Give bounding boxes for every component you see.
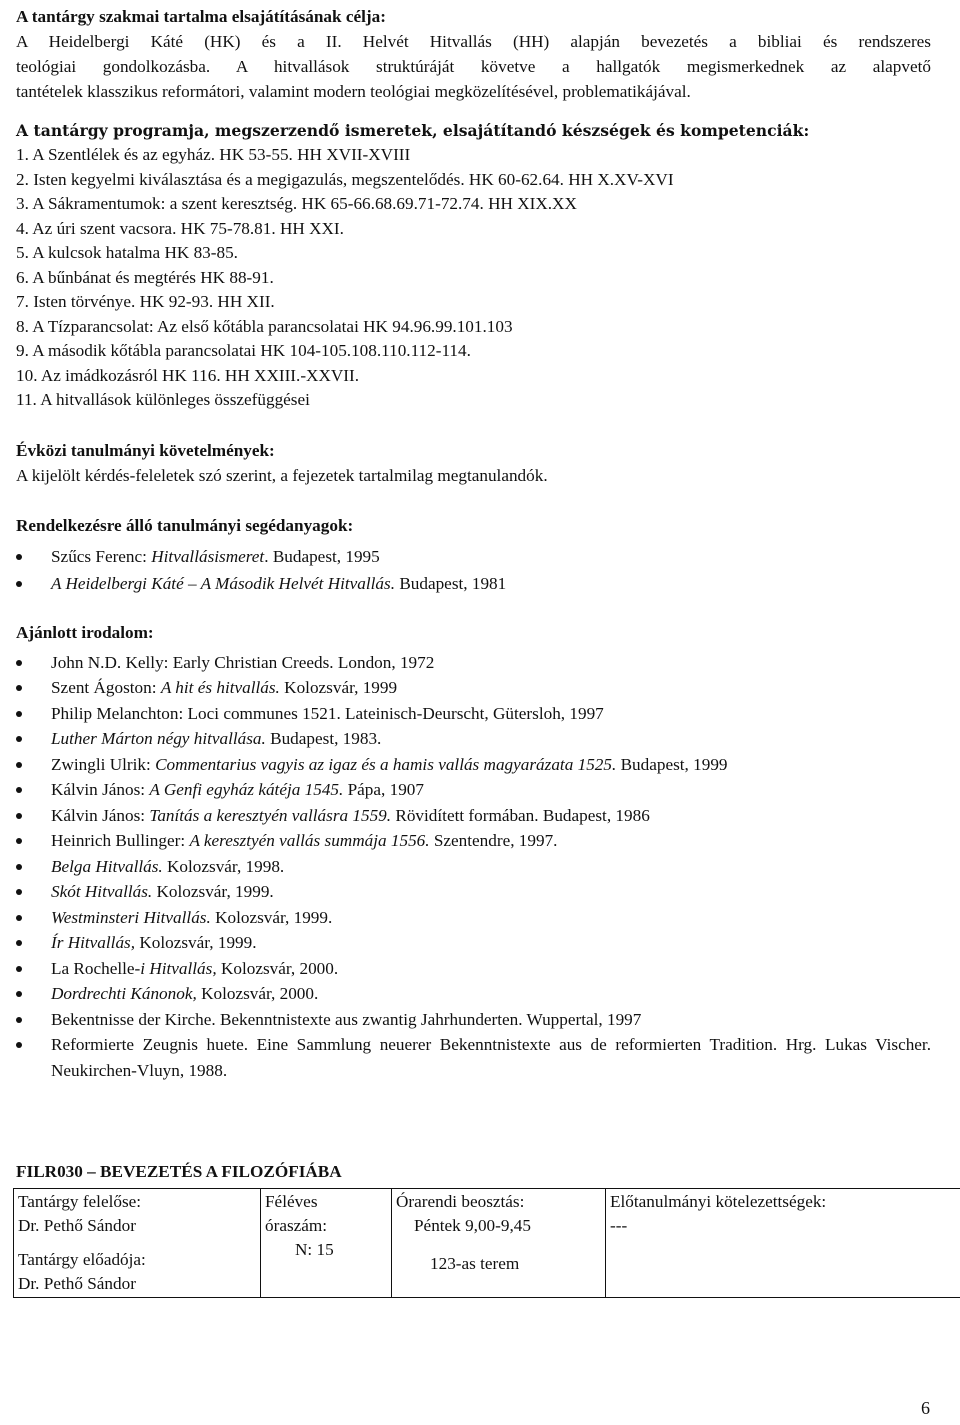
item-text: Kolozsvár, 2000.	[196, 984, 319, 1003]
item-text: Pápa, 1907	[343, 780, 424, 799]
item-text: Bekentnisse der Kirche. Bekenntnistexte aus zwantig Jahrhunderten. Wuppertal, 1997	[51, 1009, 642, 1029]
course-info-table	[13, 1188, 960, 1298]
list-item	[16, 803, 931, 829]
aim-line-2: teológiai gondolkozásba. A hitvallások struktúráját követve a hallgatók megismerkednek az alapvető	[16, 57, 931, 76]
bullet-icon	[16, 787, 22, 793]
list-item	[16, 544, 931, 570]
item-text: Budapest, 1999	[616, 754, 728, 774]
hours-label: óraszám:	[265, 1216, 328, 1235]
program-item: 2. Isten kegyelmi kiválasztása és a megigazulás, megszentelődés. HK 60-62.64. HH X.XV-XVI	[16, 169, 674, 189]
list-item	[16, 1007, 931, 1033]
aim-line-1: A Heidelbergi Káté (HK) és a II. Helvét Hitvallás (HH) alapján bevezetés a bibliai és rendszeres	[16, 32, 931, 51]
program-list	[16, 143, 931, 413]
item-text: Budapest, 1981	[395, 574, 507, 593]
bullet-icon	[16, 711, 22, 717]
page-number: 6	[921, 1398, 930, 1418]
item-text: Heinrich Bullinger:	[51, 831, 190, 850]
item-title: Commentarius vagyis az igaz és a hamis vallás magyarázata 1525.	[155, 754, 617, 774]
bullet-icon	[16, 991, 22, 997]
course-title: FILR030 – BEVEZETÉS A FILOZÓFIÁBA	[16, 1162, 342, 1181]
program-item: 11. A hitvallások különleges összefüggései	[16, 390, 310, 409]
document-page	[16, 4, 931, 1298]
schedule-time: Péntek 9,00-9,45	[414, 1216, 531, 1235]
item-title: Skót Hitvallás.	[51, 882, 153, 901]
bullet-icon	[16, 915, 22, 921]
item-text: Szent Ágoston:	[51, 678, 161, 697]
bullet-icon	[16, 1042, 22, 1048]
program-item: 6. A bűnbánat és megtérés HK 88-91.	[16, 267, 274, 287]
list-item	[16, 1032, 931, 1083]
list-item	[16, 854, 931, 880]
bullet-icon	[16, 813, 22, 819]
literature-heading: Ajánlott irodalom:	[16, 622, 154, 642]
item-title: Dordrechti Kánonok,	[51, 984, 197, 1003]
lecturer-label: Tantárgy előadója:	[18, 1250, 146, 1269]
bullet-icon	[16, 838, 22, 844]
item-text: John N.D. Kelly: Early Christian Creeds. London, 1972	[51, 652, 435, 672]
item-text: Kolozsvár, 1999.	[152, 882, 274, 901]
program-heading: A tantárgy programja, megszerzendő ismeretek, elsajátítandó készségek és kompetenciák:	[16, 121, 810, 140]
item-text: Kolozsvár, 1998.	[162, 856, 285, 876]
item-title: Westminsteri Hitvallás.	[51, 907, 211, 927]
item-text: Kálvin János:	[51, 805, 150, 825]
hours-value: N: 15	[295, 1240, 334, 1259]
schedule-room: 123-as terem	[430, 1254, 520, 1273]
program-item: 9. A második kőtábla parancsolatai HK 104-105.108.110.112-114.	[16, 341, 471, 360]
list-item	[16, 675, 931, 701]
requirements-heading: Évközi tanulmányi követelmények:	[16, 440, 275, 460]
materials-heading: Rendelkezésre álló tanulmányi segédanyagok:	[16, 515, 354, 535]
prerequisites-cell	[606, 1189, 960, 1298]
bullet-icon	[16, 736, 22, 742]
materials-list	[16, 544, 931, 597]
list-item	[16, 828, 931, 854]
responsible-label: Tantárgy felelőse:	[18, 1192, 142, 1211]
list-item	[16, 701, 931, 727]
program-item: 4. Az úri szent vacsora. HK 75-78.81. HH XXI.	[16, 218, 344, 238]
item-text: Kolozsvár, 1999.	[135, 933, 257, 952]
item-text: Rövidített formában. Budapest, 1986	[391, 805, 650, 825]
program-item: 5. A kulcsok hatalma HK 83-85.	[16, 243, 238, 262]
item-text: Kolozsvár, 1999.	[210, 907, 333, 927]
list-item	[16, 571, 931, 597]
hours-cell	[261, 1189, 392, 1298]
bullet-icon	[16, 940, 22, 946]
program-item: 7. Isten törvénye. HK 92-93. HH XII.	[16, 292, 275, 311]
list-item	[16, 879, 931, 905]
aim-heading: A tantárgy szakmai tartalma elsajátításának célja:	[16, 7, 386, 26]
list-item	[16, 777, 931, 803]
requirements-text: A kijelölt kérdés-feleletek szó szerint, a fejezetek tartalmilag megtanulandók.	[16, 465, 548, 485]
prerequisites-value: ---	[610, 1216, 628, 1235]
item-title: i Hitvallás,	[140, 958, 217, 978]
item-text: Reformierte Zeugnis huete. Eine Sammlung neuerer Bekenntnistexte aus de reformierten Tradition. Hrg. Lukas Vischer. Neukirchen-Vluyn, 1988.	[51, 1035, 931, 1080]
item-title: Luther Márton négy hitvallása.	[51, 729, 266, 748]
bullet-icon	[16, 966, 22, 972]
program-item: 8. A Tízparancsolat: Az első kőtábla parancsolatai HK 94.96.99.101.103	[16, 316, 513, 336]
responsible-name: Dr. Pethő Sándor	[18, 1216, 136, 1235]
list-item	[16, 981, 931, 1007]
item-text: La Rochelle-	[51, 958, 141, 978]
bullet-icon	[16, 864, 22, 870]
schedule-label: Órarendi beosztás:	[396, 1192, 525, 1211]
item-text: Szentendre, 1997.	[429, 831, 558, 850]
item-text: Kálvin János:	[51, 780, 150, 799]
item-title: Hitvallásismeret	[151, 546, 265, 566]
list-item	[16, 930, 931, 956]
item-text: Philip Melanchton: Loci communes 1521. Lateinisch-Deurscht, Gütersloh, 1997	[51, 703, 604, 723]
bullet-icon	[16, 685, 22, 691]
item-title: Belga Hitvallás.	[51, 856, 163, 876]
list-item	[16, 905, 931, 931]
prerequisites-label: Előtanulmányi kötelezettségek:	[610, 1192, 827, 1211]
item-title: Ír Hitvallás,	[51, 933, 136, 952]
item-text: Budapest, 1983.	[265, 729, 382, 748]
item-text: Kolozsvár, 2000.	[216, 958, 339, 978]
aim-line-3: tantételek klasszikus reformátori, valamint modern teológiai megközelítésével, problematikájával.	[16, 82, 691, 101]
program-item: 1. A Szentlélek és az egyház. HK 53-55. HH XVII-XVIII	[16, 145, 411, 164]
hours-label: Féléves	[265, 1192, 318, 1211]
item-text: Szűcs Ferenc:	[51, 546, 152, 566]
item-title: A Heidelbergi Káté – A Második Helvét Hitvallás.	[51, 574, 396, 593]
item-title: A Genfi egyház kátéja 1545.	[149, 780, 344, 799]
bullet-icon	[16, 660, 22, 666]
program-item: 3. A Sákramentumok: a szent keresztség. HK 65-66.68.69.71-72.74. HH XIX.XX	[16, 194, 577, 213]
responsibility-cell	[14, 1189, 261, 1298]
bullet-icon	[16, 581, 22, 587]
program-item: 10. Az imádkozásról HK 116. HH XXIII.-XXVII.	[16, 365, 360, 385]
item-text: . Budapest, 1995	[264, 546, 380, 566]
schedule-cell	[392, 1189, 606, 1298]
list-item	[16, 650, 931, 676]
lecturer-name: Dr. Pethő Sándor	[18, 1274, 136, 1293]
list-item	[16, 956, 931, 982]
item-text: Kolozsvár, 1999	[279, 678, 398, 697]
bullet-icon	[16, 889, 22, 895]
item-title: Tanítás a keresztyén vallásra 1559.	[149, 805, 392, 825]
literature-list	[16, 650, 931, 1084]
item-title: A keresztyén vallás summája 1556.	[189, 831, 430, 850]
list-item	[16, 726, 931, 752]
item-text: Zwingli Ulrik:	[51, 754, 156, 774]
bullet-icon	[16, 1017, 22, 1023]
bullet-icon	[16, 762, 22, 768]
item-title: A hit és hitvallás.	[160, 678, 280, 697]
bullet-icon	[16, 554, 22, 560]
list-item	[16, 752, 931, 778]
